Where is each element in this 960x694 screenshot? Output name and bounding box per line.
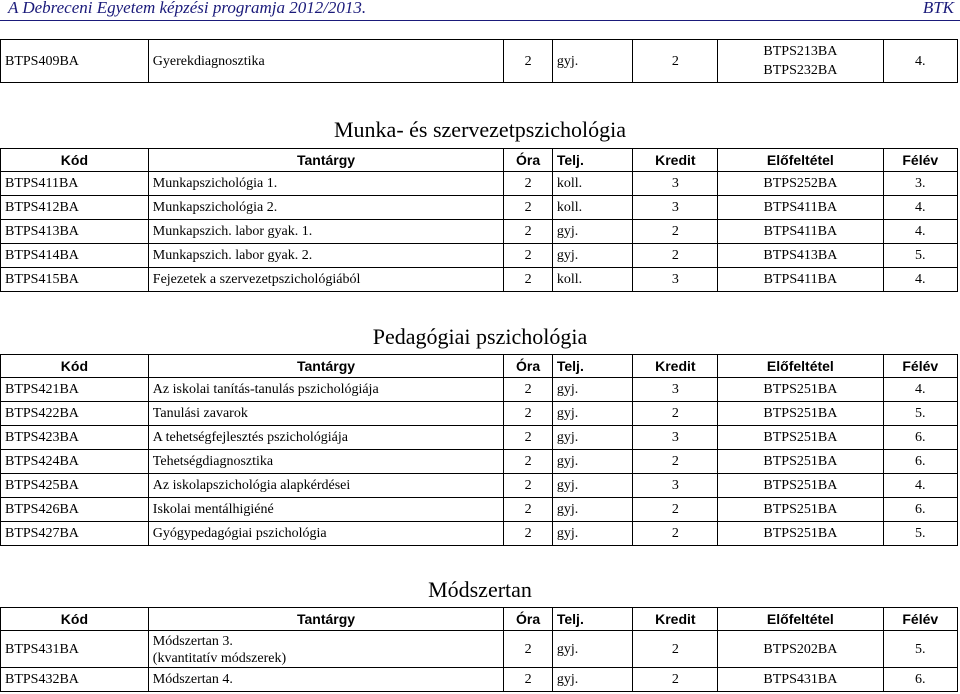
course-code: BTPS424BA (1, 450, 149, 474)
course-subject: Munkapszichológia 2. (148, 196, 504, 220)
course-subject: Módszertan 4. (148, 668, 504, 692)
course-code: BTPS412BA (1, 196, 149, 220)
col-header-code: Kód (1, 149, 149, 172)
course-subject: Az iskolai tanítás-tanulás pszichológiája (148, 378, 504, 402)
course-credit: 2 (633, 498, 718, 522)
course-subject: Tanulási zavarok (148, 402, 504, 426)
course-requirement: gyj. (552, 474, 633, 498)
course-semester: 4. (883, 220, 957, 244)
course-requirement: gyj. (552, 631, 633, 668)
course-prereq: BTPS413BA (718, 244, 883, 268)
course-code: BTPS413BA (1, 220, 149, 244)
course-semester: 6. (883, 426, 957, 450)
table-row (1, 450, 958, 474)
col-header-code: Kód (1, 608, 149, 631)
course-code: BTPS427BA (1, 522, 149, 546)
course-hours: 2 (504, 450, 553, 474)
course-code: BTPS425BA (1, 474, 149, 498)
course-hours: 2 (504, 40, 553, 83)
col-header-requirement: Telj. (552, 355, 633, 378)
course-credit: 2 (633, 668, 718, 692)
course-credit: 3 (633, 378, 718, 402)
course-subject: Munkapszichológia 1. (148, 172, 504, 196)
course-code: BTPS414BA (1, 244, 149, 268)
course-requirement: gyj. (552, 426, 633, 450)
course-prereq: BTPS251BA (718, 378, 883, 402)
section-table (0, 607, 958, 692)
course-requirement: gyj. (552, 668, 633, 692)
table-row (1, 220, 958, 244)
course-semester: 4. (883, 196, 957, 220)
course-prereq: BTPS251BA (718, 498, 883, 522)
col-header-credit: Kredit (633, 355, 718, 378)
course-prereq (718, 40, 883, 83)
col-header-code: Kód (1, 355, 149, 378)
course-hours: 2 (504, 244, 553, 268)
section-title: Pedagógiai pszichológia (372, 324, 588, 349)
section-table (0, 148, 958, 292)
col-header-subject: Tantárgy (148, 608, 504, 631)
col-header-credit: Kredit (633, 149, 718, 172)
course-credit: 2 (633, 631, 718, 668)
col-header-semester: Félév (883, 608, 957, 631)
col-header-subject: Tantárgy (148, 355, 504, 378)
col-header-hours: Óra (504, 608, 553, 631)
course-subject: Munkapszich. labor gyak. 2. (148, 244, 504, 268)
course-requirement: koll. (552, 172, 633, 196)
col-header-semester: Félév (883, 355, 957, 378)
course-hours: 2 (504, 402, 553, 426)
course-code: BTPS421BA (1, 378, 149, 402)
course-prereq: BTPS411BA (718, 268, 883, 292)
course-code: BTPS411BA (1, 172, 149, 196)
course-requirement: gyj. (552, 522, 633, 546)
course-semester: 5. (883, 631, 957, 668)
course-subject: Tehetségdiagnosztika (148, 450, 504, 474)
course-requirement: gyj. (552, 244, 633, 268)
course-hours: 2 (504, 522, 553, 546)
course-requirement: koll. (552, 268, 633, 292)
course-hours: 2 (504, 668, 553, 692)
table-row (1, 402, 958, 426)
course-code: BTPS422BA (1, 402, 149, 426)
table-row (1, 522, 958, 546)
table-header-row (1, 608, 958, 631)
header-faculty: BTK (922, 0, 954, 17)
course-semester: 5. (883, 522, 957, 546)
course-subject: Fejezetek a szervezetpszichológiából (148, 268, 504, 292)
top-course-table (0, 39, 958, 83)
section-title: Módszertan (428, 577, 532, 602)
section-table (0, 354, 958, 546)
course-prereq: BTPS251BA (718, 474, 883, 498)
course-hours: 2 (504, 220, 553, 244)
col-header-requirement: Telj. (552, 149, 633, 172)
course-hours: 2 (504, 378, 553, 402)
col-header-hours: Óra (504, 149, 553, 172)
table-row (1, 196, 958, 220)
course-semester: 4. (883, 474, 957, 498)
course-credit: 3 (633, 474, 718, 498)
course-hours: 2 (504, 631, 553, 668)
col-header-semester: Félév (883, 149, 957, 172)
table-row (1, 474, 958, 498)
col-header-hours: Óra (504, 355, 553, 378)
course-prereq: BTPS411BA (718, 196, 883, 220)
course-semester: 3. (883, 172, 957, 196)
col-header-credit: Kredit (633, 608, 718, 631)
course-code: BTPS409BA (1, 40, 149, 83)
prereq-line: BTPS232BA (763, 63, 838, 78)
table-row (1, 40, 958, 83)
course-hours: 2 (504, 268, 553, 292)
course-requirement: gyj. (552, 402, 633, 426)
course-semester: 5. (883, 244, 957, 268)
course-code: BTPS426BA (1, 498, 149, 522)
course-credit: 3 (633, 172, 718, 196)
course-prereq: BTPS202BA (718, 631, 883, 668)
table-row (1, 668, 958, 692)
course-semester: 6. (883, 498, 957, 522)
col-header-subject: Tantárgy (148, 149, 504, 172)
course-prereq: BTPS251BA (718, 450, 883, 474)
course-subject: Gyógypedagógiai pszichológia (148, 522, 504, 546)
course-semester: 4. (883, 378, 957, 402)
header-title: A Debreceni Egyetem képzési programja 2012/2013. (8, 0, 367, 17)
course-prereq: BTPS251BA (718, 402, 883, 426)
course-credit: 2 (633, 402, 718, 426)
course-prereq: BTPS411BA (718, 220, 883, 244)
prereq-line: BTPS213BA (763, 44, 838, 59)
course-subject (148, 631, 504, 668)
course-semester: 5. (883, 402, 957, 426)
table-row (1, 378, 958, 402)
course-requirement: gyj. (552, 498, 633, 522)
page-header (0, 0, 960, 21)
subject-line: (kvantitatív módszerek) (152, 650, 287, 666)
table-header-row (1, 149, 958, 172)
course-subject: A tehetségfejlesztés pszichológiája (148, 426, 504, 450)
course-requirement: gyj. (552, 220, 633, 244)
course-credit: 2 (633, 244, 718, 268)
col-header-prereq: Előfeltétel (718, 608, 883, 631)
course-hours: 2 (504, 196, 553, 220)
table-row (1, 268, 958, 292)
subject-line: Módszertan 3. (152, 633, 233, 649)
table-row (1, 426, 958, 450)
course-requirement: gyj. (552, 40, 633, 83)
course-subject: Gyerekdiagnosztika (148, 40, 504, 83)
table-row (1, 244, 958, 268)
course-code: BTPS415BA (1, 268, 149, 292)
table-row (1, 172, 958, 196)
table-row (1, 498, 958, 522)
course-credit: 3 (633, 196, 718, 220)
course-credit: 2 (633, 522, 718, 546)
course-semester: 4. (883, 268, 957, 292)
course-prereq: BTPS252BA (718, 172, 883, 196)
course-credit: 2 (633, 40, 718, 83)
course-prereq: BTPS251BA (718, 426, 883, 450)
course-credit: 3 (633, 426, 718, 450)
col-header-prereq: Előfeltétel (718, 149, 883, 172)
course-credit: 2 (633, 220, 718, 244)
table-header-row (1, 355, 958, 378)
course-requirement: gyj. (552, 378, 633, 402)
course-hours: 2 (504, 172, 553, 196)
course-semester: 6. (883, 450, 957, 474)
course-hours: 2 (504, 498, 553, 522)
course-credit: 2 (633, 450, 718, 474)
table-row (1, 631, 958, 668)
course-code: BTPS431BA (1, 631, 149, 668)
course-hours: 2 (504, 474, 553, 498)
course-requirement: gyj. (552, 450, 633, 474)
col-header-prereq: Előfeltétel (718, 355, 883, 378)
course-code: BTPS432BA (1, 668, 149, 692)
course-semester: 6. (883, 668, 957, 692)
course-requirement: koll. (552, 196, 633, 220)
section-title: Munka- és szervezetpszichológia (334, 117, 626, 142)
col-header-requirement: Telj. (552, 608, 633, 631)
course-code: BTPS423BA (1, 426, 149, 450)
course-subject: Munkapszich. labor gyak. 1. (148, 220, 504, 244)
course-semester: 4. (883, 40, 957, 83)
course-subject: Iskolai mentálhigiéné (148, 498, 504, 522)
course-credit: 3 (633, 268, 718, 292)
course-hours: 2 (504, 426, 553, 450)
course-prereq: BTPS431BA (718, 668, 883, 692)
course-prereq: BTPS251BA (718, 522, 883, 546)
course-subject: Az iskolapszichológia alapkérdései (148, 474, 504, 498)
